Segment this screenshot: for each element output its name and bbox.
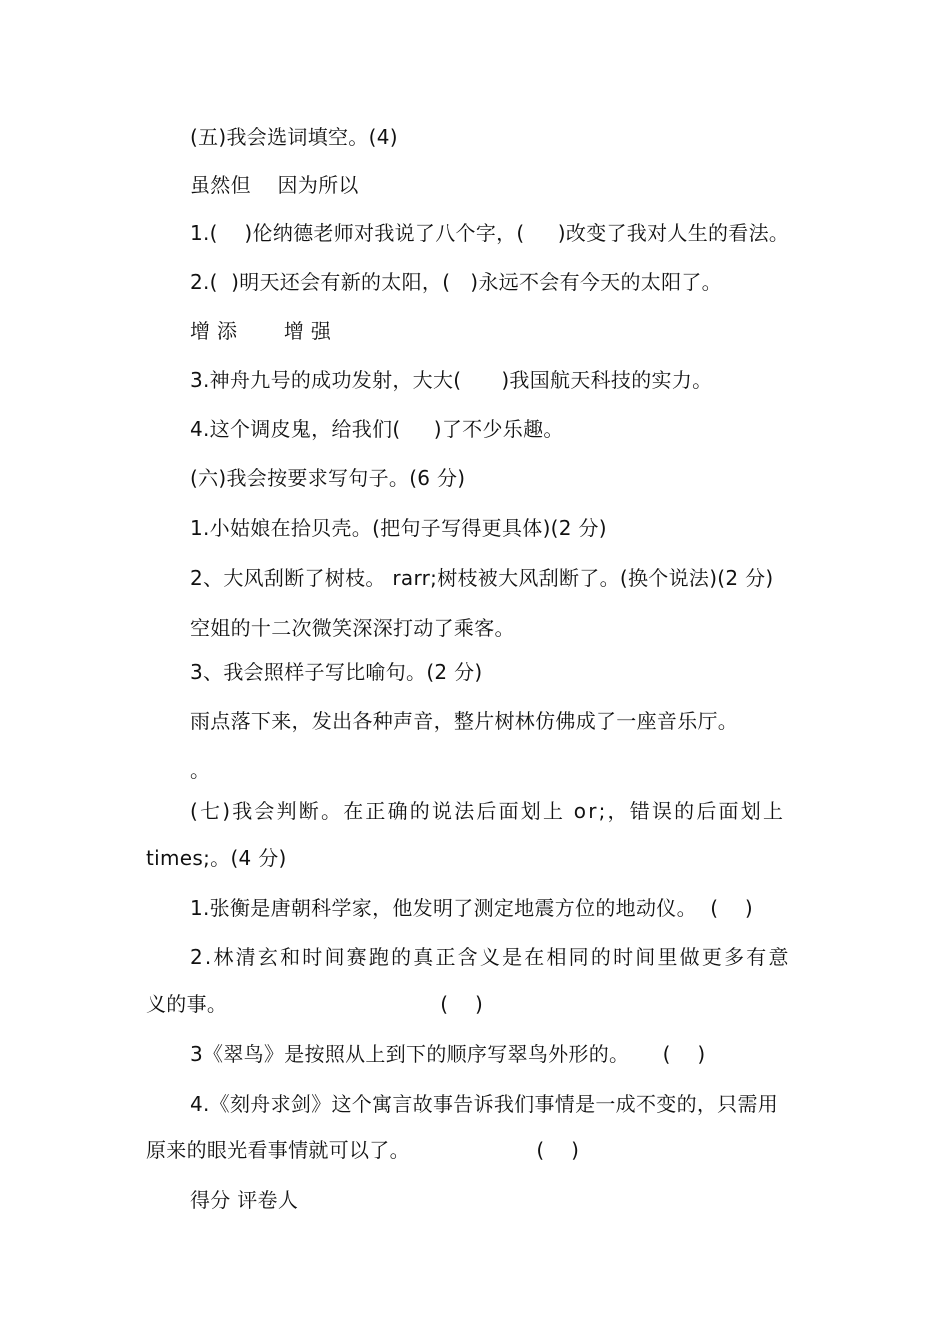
- question-7-3: 3《翠鸟》是按照从上到下的顺序写翠鸟外形的。 ( ): [190, 1042, 706, 1066]
- question-5-3: 3.神舟九号的成功发射，大大( )我国航天科技的实力。: [190, 368, 713, 392]
- question-5-2: 2.( )明天还会有新的太阳，( )永远不会有今天的太阳了。: [190, 270, 722, 294]
- question-7-2-cont: 义的事。 ( ): [146, 992, 484, 1016]
- question-7-4: 4.《刻舟求剑》这个寓言故事告诉我们事情是一成不变的，只需用: [190, 1092, 779, 1116]
- section-seven-heading-cont: times;。(4 分): [146, 846, 287, 870]
- question-6-3: 3、我会照样子写比喻句。(2 分): [190, 660, 483, 684]
- question-5-4: 4.这个调皮鬼，给我们( )了不少乐趣。: [190, 417, 564, 441]
- score-grader-label: 得分 评卷人: [190, 1188, 299, 1212]
- blank-answer-line: 。: [190, 758, 211, 782]
- word-choices-1: 虽然但 因为所以: [190, 173, 359, 197]
- question-6-2: 2、大风刮断了树枝。 rarr;树枝被大风刮断了。(换个说法)(2 分): [190, 566, 774, 590]
- word-choices-2: 增 添 增 强: [190, 319, 332, 343]
- question-7-2: 2.林清玄和时间赛跑的真正含义是在相同的时间里做更多有意: [190, 945, 791, 969]
- question-7-4-cont: 原来的眼光看事情就可以了。 ( ): [146, 1138, 580, 1162]
- question-6-1: 1.小姑娘在拾贝壳。(把句子写得更具体)(2 分): [190, 516, 607, 540]
- section-seven-heading: (七)我会判断。在正确的说法后面划上 or;，错误的后面划上: [190, 799, 786, 823]
- question-5-1: 1.( )伦纳德老师对我说了八个字，( )改变了我对人生的看法。: [190, 221, 790, 245]
- question-7-1: 1.张衡是唐朝科学家，他发明了测定地震方位的地动仪。 ( ): [190, 896, 754, 920]
- section-six-heading: (六)我会按要求写句子。(6 分): [190, 466, 466, 490]
- section-five-heading: (五)我会选词填空。(4): [190, 125, 398, 149]
- question-6-3-example: 雨点落下来，发出各种声音，整片树林仿佛成了一座音乐厅。: [190, 709, 739, 733]
- question-6-2-sentence: 空姐的十二次微笑深深打动了乘客。: [190, 616, 515, 640]
